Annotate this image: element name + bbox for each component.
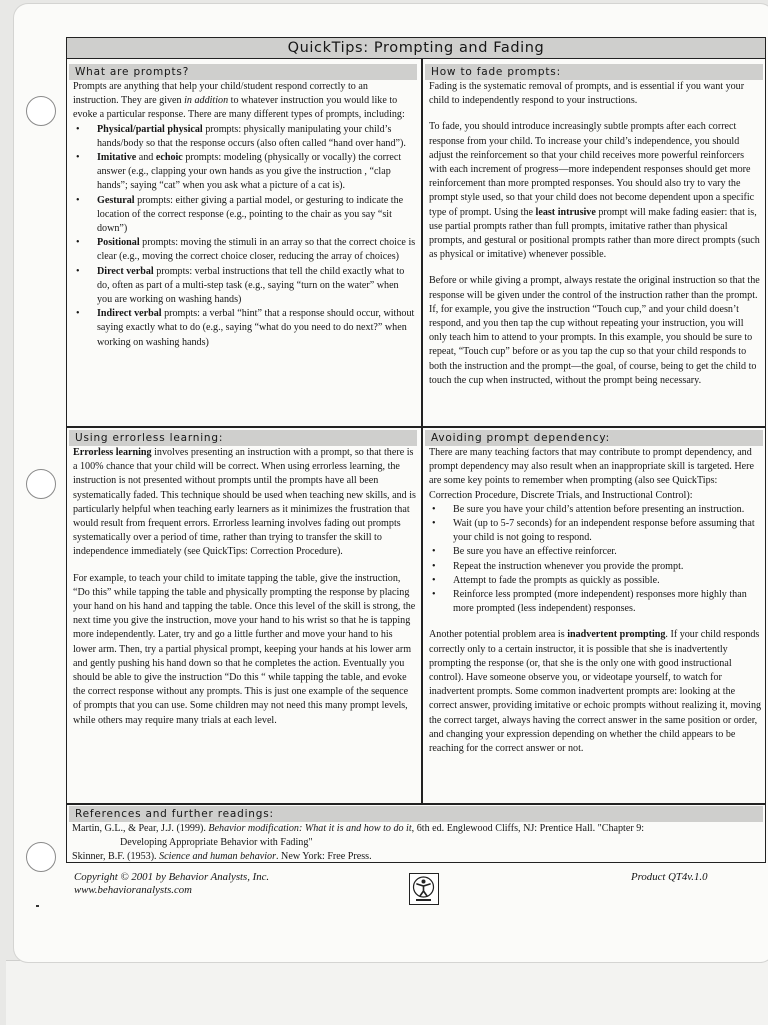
reference-item: Skinner, B.F. (1953). Science and human behavior. New York: Free Press. [72, 851, 372, 863]
product-code: Product QT4v.1.0 [631, 871, 708, 883]
fading-paragraph: To fade, you should introduce increasingly subtle prompts after each correct response from your child. To increase your child’s independence, you should adjust the reinforcement so that your child receives more powerful reinforcers with each increment of progress—more independent responses should get more reinforcement than more prompted responses. You should also try to vary the prompt style used, so that your child does not become dependent upon a specific type of prompt. Using the least intrusive prompt will make fading easier: that is, use partial prompts rather than full prompts, imitative rather than physical prompts, and gestural or positional prompts rather than more direct prompts (such as physical or imitative) whenever possible. [429, 121, 760, 261]
dependency-point-item: • Be sure you have your child’s attention before presenting an instruction. [429, 503, 763, 517]
errorless-example-paragraph: For example, to teach your child to imitate tapping the table, give the instruction, “Do this” while tapping the table and physically prompting the response by placing your hand on his hand and tapping the table. Once this level of the skill is strong, the next time you give the instruction, move your hand to his wrist so that he is tapping more independently. Later, try and go a little further and move your hand to his lower arm. Then, try a partial physical prompt, keeping your hands at his lower arm and gently pushing his hand down so that he completes the action. Eventually you should be able to give the instruction “Do this “ while tapping the table, and evoke the correct response without any prompts. This is just one example of the sequence of prompts that you can use. Some children may not need this many prompt levels, while others may require many trials at each level. [73, 572, 416, 726]
section-header-errorless-learning: Using errorless learning: [69, 430, 417, 446]
copyright-text: Copyright © 2001 by Behavior Analysts, Inc. [74, 871, 270, 883]
section-header-what-are-prompts: What are prompts? [69, 64, 417, 80]
speck [36, 905, 39, 907]
row-divider [66, 426, 766, 428]
prompts-intro: Prompts are anything that help your child/student respond correctly to an instruction. They are given in addition to whatever instruction you would like to evoke a particular response. There are many different types of prompts, including: [73, 81, 405, 121]
prompt-type-item: • Physical/partial physical prompts: physically manipulating your child’s hands/body so that the response occurs (also often called “hand over hand”). [73, 123, 416, 151]
dependency-intro: There are many teaching factors that may contribute to prompt dependency, and prompt dependency may also result when an inappropriate skill is targeted. Here are some key points to remember when prompting (also see QuickTips: Correction Procedure, Discrete Trials, and Instructional Control): [429, 447, 754, 501]
what-are-prompts-section [73, 80, 416, 350]
references-list [72, 822, 762, 865]
publisher-logo-icon [409, 873, 439, 905]
how-to-fade-section [429, 80, 763, 388]
prompt-type-item: • Indirect verbal prompts: a verbal “hint” that a response should occur, without saying exactly what to do (e.g., saying “what do you need to do next?” when working on washing hands) [73, 307, 416, 350]
prompt-type-item: • Positional prompts: moving the stimuli in an array so that the correct choice is clear (e.g., moving the correct choice closer, reducing the array of choices) [73, 236, 416, 264]
prompt-type-item: • Gestural prompts: either giving a partial model, or gesturing to indicate the location of the correct response (e.g., pointing to the chair as you say “sit down”) [73, 194, 416, 237]
prompt-type-item: • Imitative and echoic prompts: modeling (physically or vocally) the correct answer (e.g., clapping your own hands as you give the instruction , “clap hands”; saying “cat” when you ask what a picture of a cat is). [73, 151, 416, 194]
dependency-point-item: • Repeat the instruction whenever you provide the prompt. [429, 560, 763, 574]
dependency-point-item: • Wait (up to 5-7 seconds) for an independent response before assuming that your child is not going to respond. [429, 517, 763, 545]
restate-instruction-paragraph: Before or while giving a prompt, always restate the original instruction so that the response will be given under the control of the instruction rather than the prompt. If, for example, you give the instruction “Touch cup,” and your child doesn’t respond, and you then tap the cup without repeating your instruction, you will only teach him to attend to your prompts. In this example, you should be sure to repeat, “Touch cup” before or as you tap the cup so that your child responds to both the instruction and the prompt—the goal, of course, being to get the child to touch the cup when instructed, without the prompt being necessary. [429, 275, 760, 386]
copyright-block [74, 871, 269, 897]
dependency-point-item: • Be sure you have an effective reinforcer. [429, 545, 763, 559]
prompt-type-item: • Direct verbal prompts: verbal instructions that tell the child exactly what to do, often as part of a multi-step task (e.g., saying “turn on the water” when you are working on washing hands) [73, 265, 416, 308]
section-header-references: References and further readings: [69, 806, 763, 822]
errorless-learning-section [73, 446, 416, 728]
errorless-paragraph: Errorless learning involves presenting an instruction with a prompt, so that there is a 100% chance that your child will be correct. When using errorless learning, the instruction is not presented without prompts until the prompts have all been systematically faded. This technique should be used when teaching new skills, and is particularly helpful when teaching early learners as it minimizes the frustration that would result from frequent errors. Errorless learning involves fading out prompts systematically over a period of time, rather than trying to transfer the skill to independence immediately (see QuickTips: Correction Procedure). [73, 447, 416, 558]
reference-item-continued: Developing Appropriate Behavior with Fading" [120, 837, 313, 849]
website-text: www.behavioranalysts.com [74, 884, 192, 896]
inadvertent-prompting-paragraph: Another potential problem area is inadvertent prompting. If your child responds correctly only to a certain instructor, it is possible that she is inadvertently prompting the response (or, that she is the only one with good instructional control). Have someone observe you, or videotape yourself, to watch for inadvertent prompts. Some common inadvertent prompts are: looking at the correct answer, providing imitative or echoic prompts without realizing it, moving the correct target, always having the correct answer in the same position or order, and changing your expression depending on whether the child appears to be reaching for the correct answer or not. [429, 629, 762, 755]
reference-item: Martin, G.L., & Pear, J.J. (1999). Behavior modification: What it is and how to do it, 6th ed. Englewood Cliffs, NJ: Prentice Hall. "Chapter 9: [72, 823, 645, 834]
dependency-point-item: • Attempt to fade the prompts as quickly as possible. [429, 574, 763, 588]
fading-definition: Fading is the systematic removal of prompts, and is essential if you want your child to independently respond to your instructions. [429, 81, 745, 107]
binder-hole [26, 842, 56, 872]
section-header-prompt-dependency: Avoiding prompt dependency: [425, 430, 763, 446]
binder-hole [26, 96, 56, 126]
underlying-page [6, 960, 768, 1025]
dependency-point-item: • Reinforce less prompted (more independent) responses more highly than more prompted (less independent) responses. [429, 588, 763, 616]
binder-hole [26, 469, 56, 499]
column-divider [421, 59, 423, 804]
row-divider [66, 803, 766, 805]
prompt-dependency-section [429, 446, 763, 756]
dependency-points-list [429, 503, 763, 617]
section-header-how-to-fade: How to fade prompts: [425, 64, 763, 80]
prompt-types-list [73, 123, 416, 350]
page-title: QuickTips: Prompting and Fading [66, 37, 766, 59]
